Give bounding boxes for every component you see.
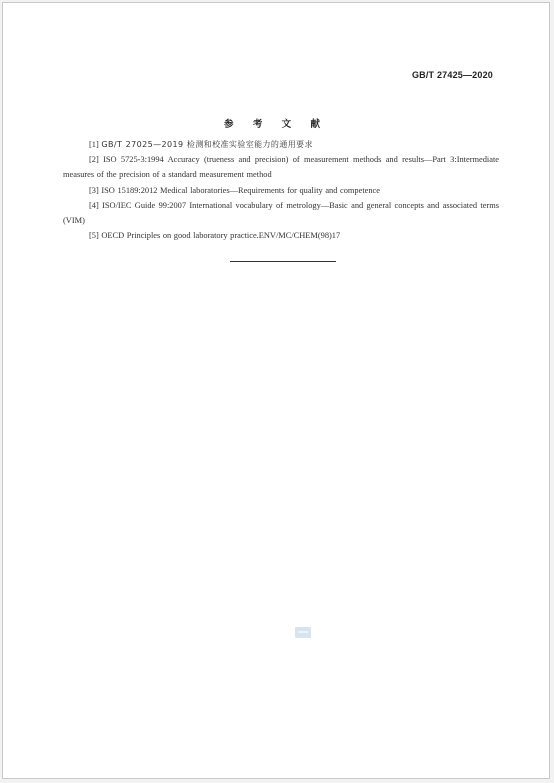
reference-text: ISO 15189:2012 Medical laboratories—Requirements for quality and competence	[101, 185, 380, 195]
reference-label: [4]	[89, 200, 99, 210]
reference-item-5	[63, 228, 499, 243]
reference-label: [3]	[89, 185, 99, 195]
reference-item-2	[63, 152, 499, 182]
reference-text: ISO/IEC Guide 99:2007 International vocabulary of metrology—Basic and general concepts and associated terms (VIM)	[63, 200, 499, 226]
reference-item-1	[63, 137, 499, 152]
references-heading: 参 考 文 献	[224, 119, 328, 130]
reference-item-3	[63, 183, 499, 198]
reference-label: [2]	[89, 155, 99, 165]
reference-label: [1]	[89, 140, 99, 149]
reference-text: GB/T 27025—2019 检测和校准实验室能力的通用要求	[101, 140, 313, 149]
standard-number: GB/T 27425—2020	[411, 70, 493, 80]
reference-item-4	[63, 198, 499, 228]
reference-text: OECD Principles on good laboratory practice.ENV/MC/CHEM(98)17	[101, 231, 341, 241]
reference-text: ISO 5725-3:1994 Accuracy (trueness and precision) of measurement methods and results—Part 3:Intermediate measures of the precision of a standard measurement method	[63, 155, 500, 180]
references-list	[63, 137, 499, 243]
reference-label: [5]	[89, 231, 99, 241]
end-divider	[230, 261, 336, 262]
watermark-icon	[295, 627, 311, 638]
document-page	[2, 2, 550, 779]
